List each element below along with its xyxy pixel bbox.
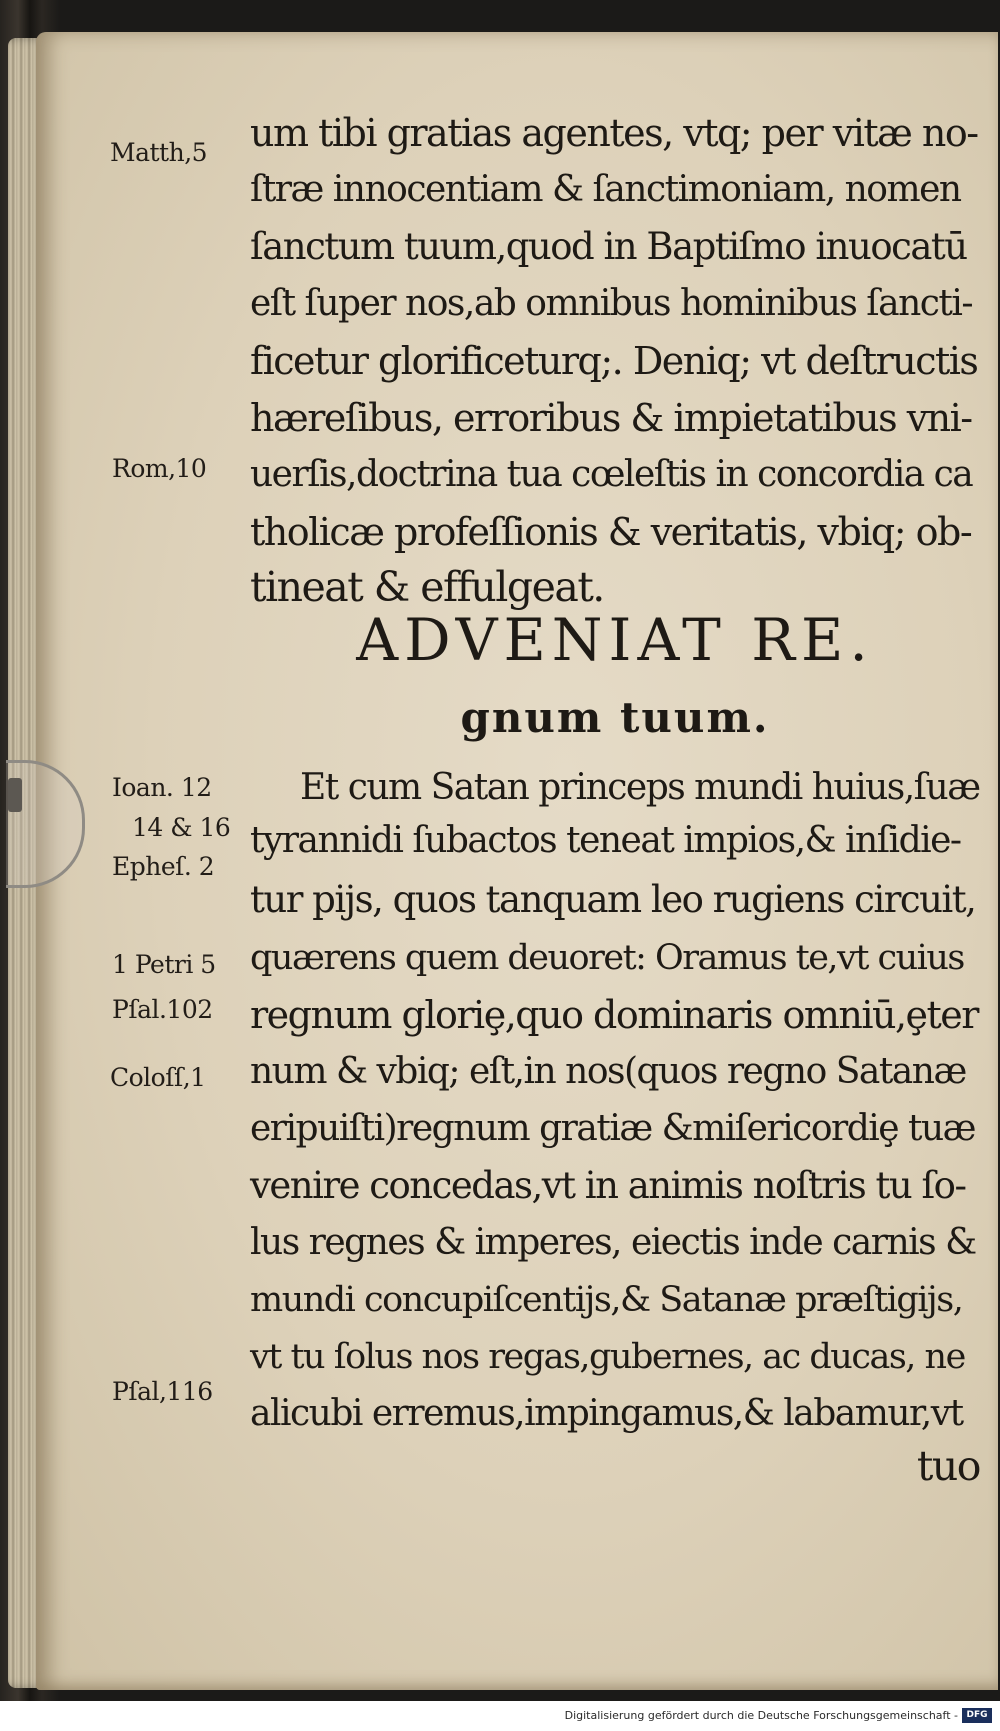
text-line: ſanctum tuum,quod in Baptiſmo inuocatū <box>250 225 967 268</box>
text-line: uerſis,doctrina tua cœleſtis in concordia ca <box>250 454 973 495</box>
margin-note-ioan: Ioan. 12 <box>112 773 212 802</box>
text-line: num & vbiq; eſt,in nos(quos regno Satanæ <box>250 1051 966 1092</box>
funding-credit: Digitalisierung gefördert durch die Deutsche Forschungsgemeinschaft - <box>564 1709 958 1722</box>
text-line: hæreſibus, erroribus & impietatibus vni- <box>250 396 972 440</box>
margin-note-petri: 1 Petri 5 <box>112 950 216 979</box>
text-line: um tibi gratias agentes, vtq; per vitæ no- <box>250 111 978 155</box>
text-line: vt tu ſolus nos regas,gubernes, ac ducas, ne <box>250 1337 965 1377</box>
text-line: lus regnes & imperes, eiectis inde carnis & <box>250 1222 976 1263</box>
text-line: regnum gloriȩ,quo dominaris omniū,ȩter <box>250 993 978 1037</box>
text-line: venire concedas,vt in animis noſtris tu ſo- <box>250 1164 966 1207</box>
text-line: ficetur glorificeturq;. Deniq; vt deſtructis <box>250 339 978 383</box>
text-line: eripuiſti)regnum gratiæ &miſericordiȩ tuæ <box>250 1108 975 1149</box>
margin-note-rom: Rom,10 <box>112 454 207 483</box>
text-line: quærens quem deuoret: Oramus te,vt cuius <box>250 938 964 978</box>
text-line: tur pijs, quos tanquam leo rugiens circuit, <box>250 878 976 921</box>
text-line: mundi concupiſcentijs,& Satanæ præſtigijs, <box>250 1280 963 1320</box>
section-heading: ADVENIAT RE. <box>356 606 874 674</box>
margin-note-coloss: Coloſſ,1 <box>110 1063 206 1092</box>
text-line: alicubi erremus,impingamus,& labamur,vt <box>250 1393 963 1434</box>
margin-note-ioan-chapters: 14 & 16 <box>132 813 231 842</box>
text-line: Et cum Satan princeps mundi huius,ſuæ <box>300 767 980 808</box>
margin-note-psal102: Pſal.102 <box>112 995 213 1024</box>
text-line: ſtræ innocentiam & ſanctimoniam, nomen <box>250 169 961 210</box>
text-line: eſt ſuper nos,ab omnibus hominibus ſancti- <box>250 283 973 324</box>
catchword: tuo <box>916 1442 980 1490</box>
margin-note-psal116: Pſal,116 <box>112 1377 213 1406</box>
clasp-tab <box>8 778 22 812</box>
dfg-logo: DFG <box>962 1708 992 1723</box>
margin-note-ephes: Epheſ. 2 <box>112 852 215 881</box>
margin-note-matth: Matth,5 <box>110 138 208 167</box>
text-line: tholicæ profeſſionis & veritatis, vbiq; ob- <box>250 510 972 554</box>
text-line: tineat & effulgeat. <box>250 563 604 611</box>
section-heading-continuation: gnum tuum. <box>460 693 770 742</box>
text-line: tyrannidi ſubactos teneat impios,& inſidie- <box>250 820 961 861</box>
